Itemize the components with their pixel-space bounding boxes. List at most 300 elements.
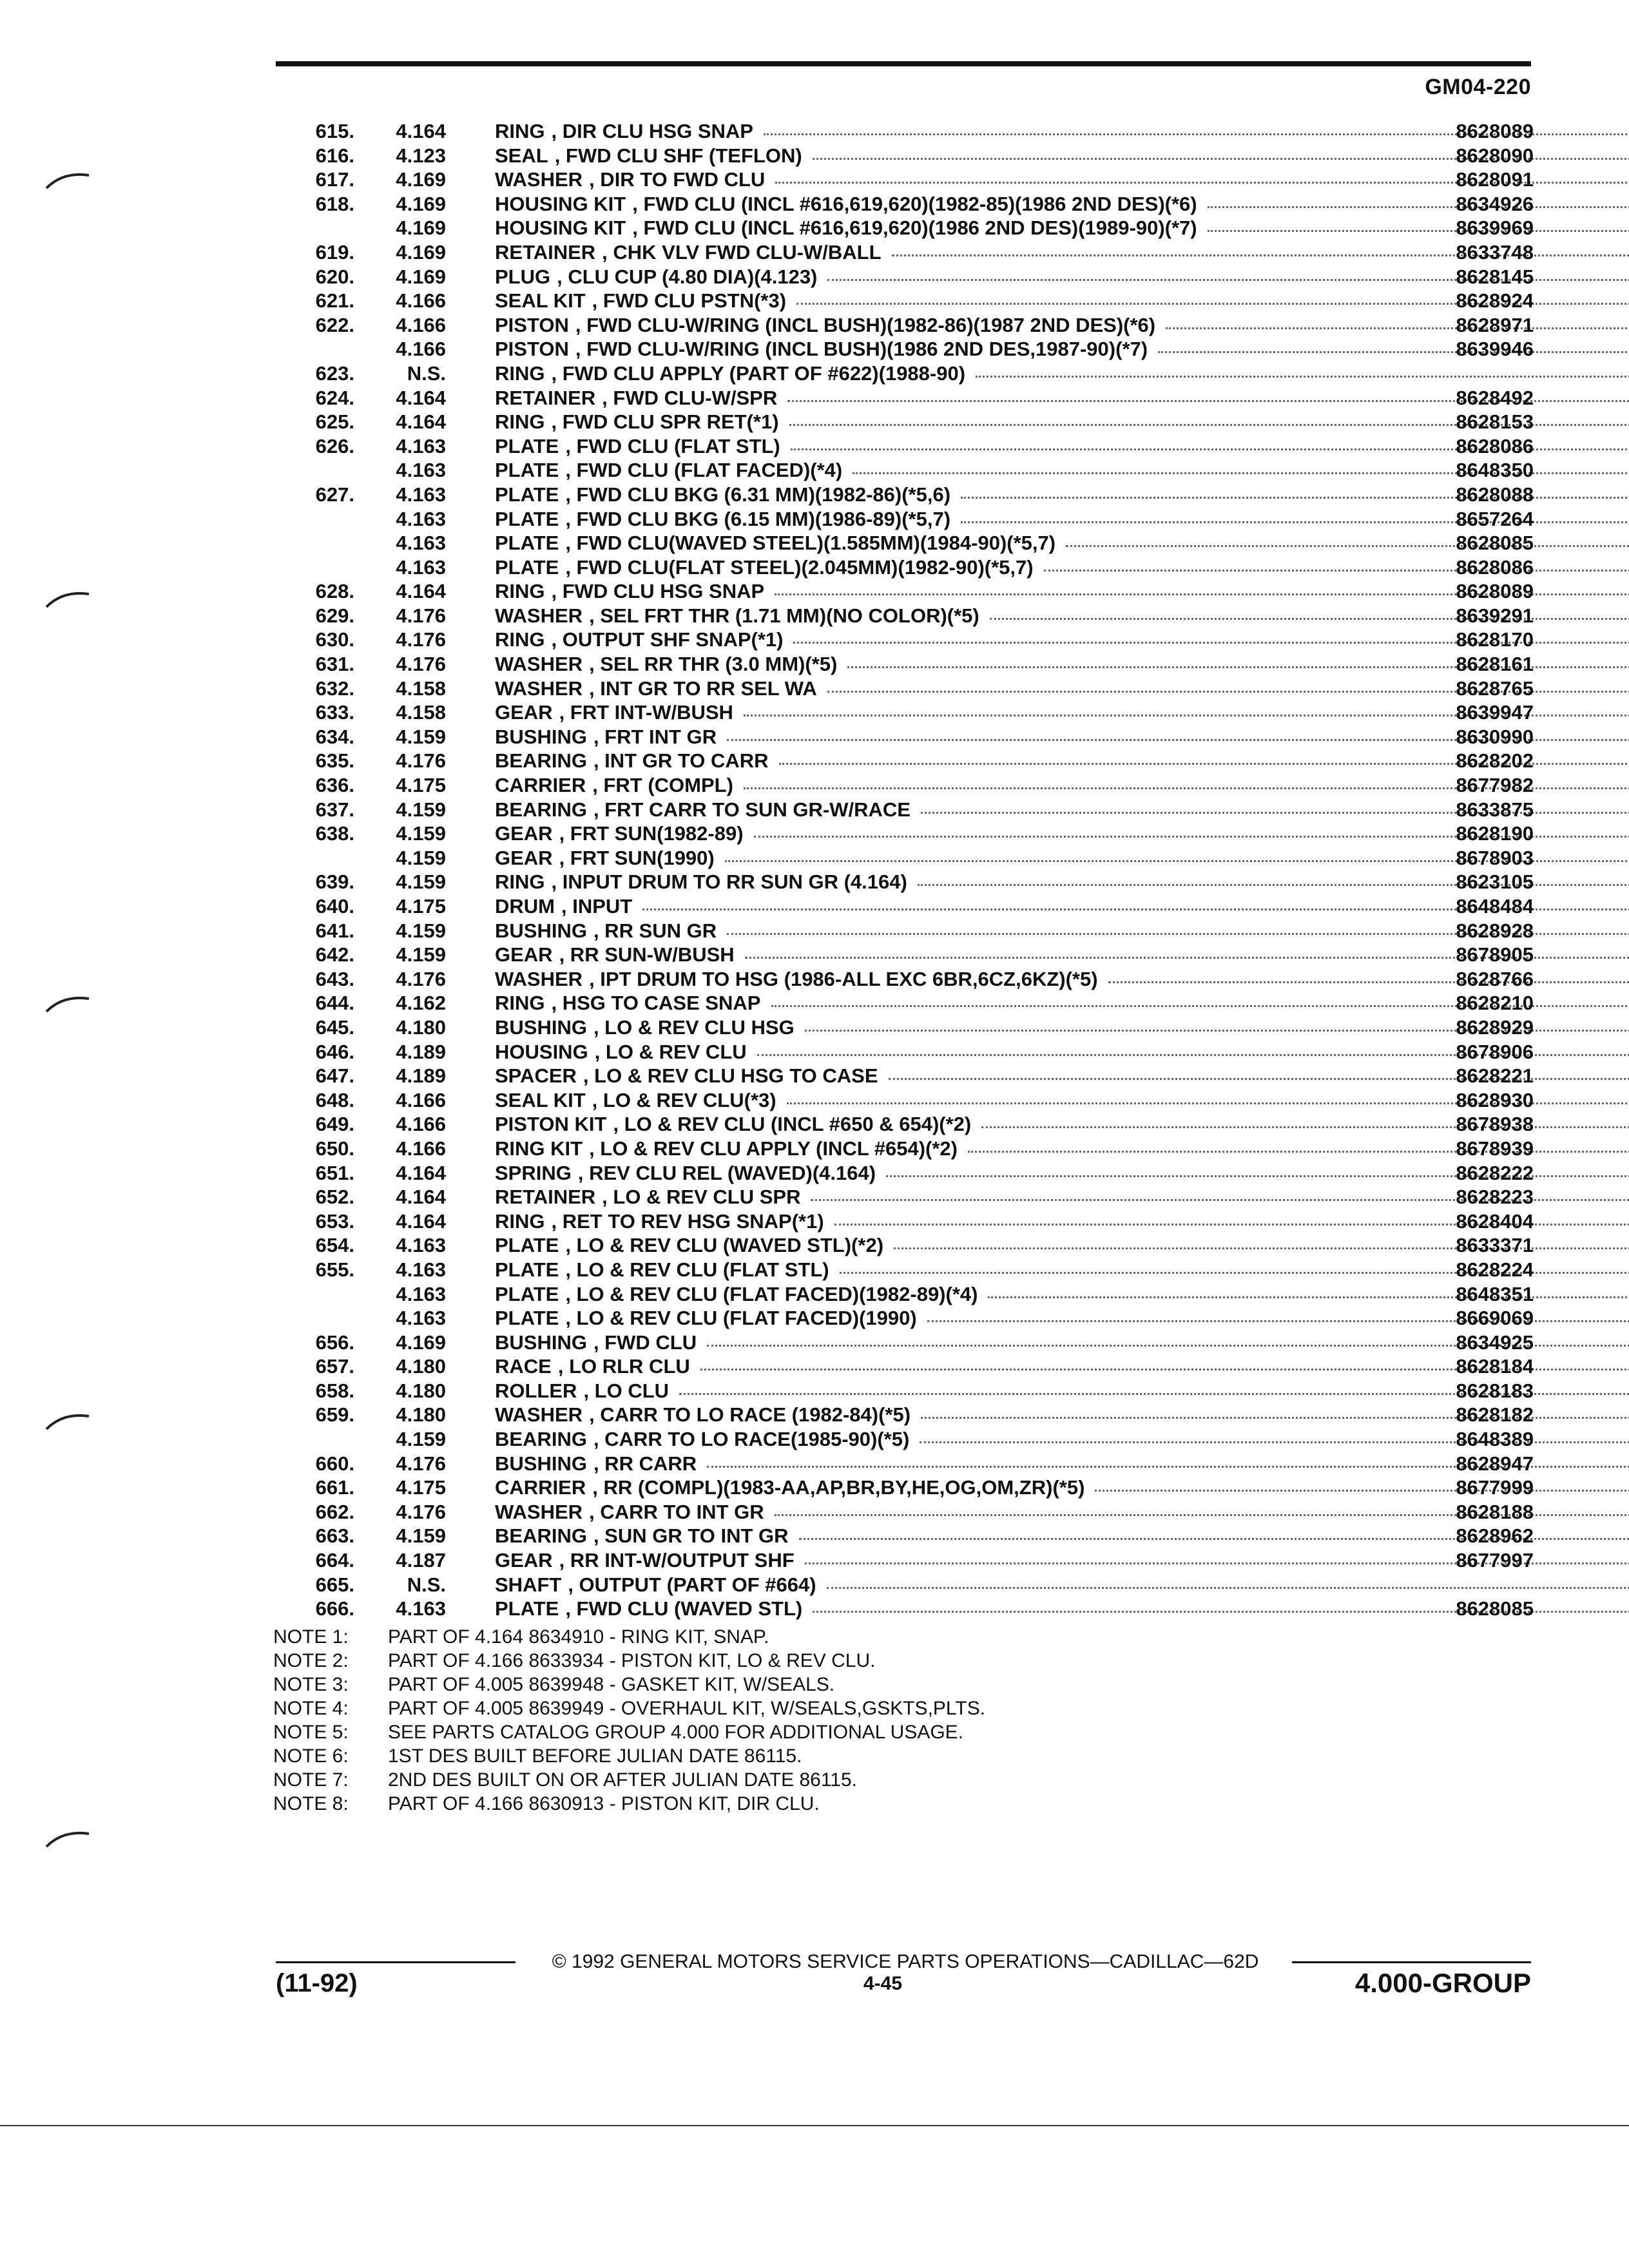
part-detail: , FWD CLU SHF (TEFLON) [554,144,802,167]
note-row [273,1649,1433,1673]
part-number: 8677997 [1456,1549,1534,1572]
part-name: RING [495,580,545,603]
part-row [258,1185,1534,1209]
group-number: 4.163 [396,434,446,457]
ref-number: 632. [315,677,354,700]
dot-leader [976,361,1629,378]
part-name: RETAINER [495,386,596,409]
ref-number: 653. [315,1209,354,1233]
group-number: 4.159 [396,943,446,966]
group-number: 4.175 [396,895,446,918]
parts-list [258,119,1534,1621]
part-row [258,1088,1534,1113]
dot-leader [1066,531,1629,547]
part-name: PLATE [495,1597,559,1620]
part-name: WASHER [495,1500,583,1523]
part-number: 8628188 [1456,1500,1534,1523]
group-number: 4.163 [396,555,446,579]
ref-number: 655. [315,1258,354,1281]
note-label: NOTE 2: [273,1650,349,1671]
ref-number: 657. [315,1355,354,1378]
ref-number: 624. [315,386,354,409]
ref-number: 660. [315,1452,354,1475]
part-detail: , FWD CLU-W/RING (INCL BUSH)(1986 2ND DES,1987-90)(*7) [575,338,1148,361]
part-name: BEARING [495,798,587,821]
ref-number: 662. [315,1500,354,1523]
ref-number: 651. [315,1161,354,1184]
part-row [258,1379,1534,1403]
part-number: 8648350 [1456,459,1534,482]
group-number: 4.189 [396,1064,446,1088]
part-detail: , SUN GR TO INT GR [593,1524,789,1548]
part-name: CARRIER [495,774,586,797]
group-number: 4.163 [396,1258,446,1281]
part-detail: , INT GR TO RR SEL WA [589,677,817,700]
note-text: 1ST DES BUILT BEFORE JULIAN DATE 86115. [388,1745,802,1767]
part-name: SEAL KIT [495,289,586,312]
group-number: 4.163 [396,1307,446,1330]
ref-number: 648. [315,1088,354,1111]
note-label: NOTE 5: [273,1722,349,1743]
group-number: 4.166 [396,338,446,361]
group-number: 4.164 [396,1209,446,1233]
part-number: 8628929 [1456,1015,1534,1039]
part-name: RING [495,870,545,894]
part-row [258,1427,1534,1452]
part-detail: , FRT SUN(1990) [559,846,715,869]
part-name: PLATE [495,532,559,555]
part-number: 8628086 [1456,434,1534,457]
part-number: 8628971 [1456,313,1534,336]
part-row [258,531,1534,555]
part-row [258,410,1534,434]
part-name: RETAINER [495,1186,596,1209]
part-row [258,894,1534,919]
group-number: 4.164 [396,1161,446,1184]
part-detail: , LO & REV CLU (FLAT STL) [565,1258,829,1281]
group-number: 4.163 [396,1234,446,1257]
part-number: 8657264 [1456,507,1534,530]
group-number: 4.163 [396,1282,446,1305]
group-number: N.S. [407,361,446,385]
part-row [258,1548,1534,1573]
part-name: PLATE [495,459,559,482]
part-name: PLATE [495,434,559,457]
part-detail: , LO & REV CLU HSG [593,1015,795,1039]
group-number: 4.158 [396,701,446,724]
note-text: PART OF 4.164 8634910 - RING KIT, SNAP. [388,1626,769,1648]
part-number: 8628224 [1456,1258,1534,1281]
part-detail: , CARR TO LO RACE (1982-84)(*5) [589,1403,911,1427]
note-row [273,1625,1433,1649]
part-name: SHAFT [495,1573,562,1596]
part-number: 8623105 [1456,870,1534,894]
part-name: HOUSING KIT [495,216,626,240]
part-detail: , CARR TO INT GR [589,1500,764,1523]
part-row [258,386,1534,410]
group-number: 4.164 [396,410,446,434]
ref-number: 637. [315,798,354,821]
ref-number: 642. [315,943,354,966]
part-detail: , FWD CLU(FLAT STEEL)(2.045MM)(1982-90)(*5,7) [565,555,1034,579]
part-number: 8628947 [1456,1452,1534,1475]
ref-number: 628. [315,580,354,603]
part-name: RING KIT [495,1137,583,1160]
group-number: 4.164 [396,1186,446,1209]
part-detail: , FWD CLU (INCL #616,619,620)(1982-85)(1986 2ND DES)(*6) [632,192,1197,215]
part-description [495,361,1629,386]
part-row [258,919,1534,943]
dot-leader [1158,337,1629,353]
part-number: 8628170 [1456,628,1534,651]
part-detail: , DIR TO FWD CLU [589,168,766,191]
group-number: 4.158 [396,677,446,700]
part-name: GEAR [495,822,553,845]
note-row [273,1696,1433,1720]
group-number: 4.159 [396,919,446,942]
part-detail: , FRT (COMPL) [592,774,733,797]
group-number: 4.159 [396,846,446,869]
note-text: PART OF 4.005 8639948 - GASKET KIT, W/SEALS. [388,1674,835,1695]
part-name: PISTON KIT [495,1113,607,1136]
part-number: 8678906 [1456,1040,1534,1063]
note-text: PART OF 4.005 8639949 - OVERHAUL KIT, W/SEALS,GSKTS,PLTS. [388,1698,986,1719]
part-detail: , FWD CLU PSTN(*3) [592,289,787,312]
part-detail: , FWD CLU (FLAT STL) [565,434,780,457]
ref-number: 666. [315,1597,354,1620]
part-detail: , DIR CLU HSG SNAP [551,120,753,142]
part-number: 8628492 [1456,386,1534,409]
part-detail: , FRT INT GR [593,725,717,748]
part-row [258,700,1534,725]
part-row [258,483,1534,507]
ref-number: 661. [315,1476,354,1499]
group-number: 4.175 [396,774,446,797]
ref-number: 617. [315,168,354,191]
part-detail: , LO & REV CLU HSG TO CASE [583,1064,878,1088]
footer-rule-left [276,1961,516,1963]
binder-mark-2 [44,588,92,610]
dot-leader [1108,967,1629,983]
part-name: SPRING [495,1161,572,1184]
part-name: RETAINER [495,240,596,264]
part-row [258,677,1534,701]
part-row [258,1452,1534,1476]
group-number: 4.175 [396,1476,446,1499]
ref-number: 620. [315,265,354,288]
part-detail: , RR (COMPL)(1983-AA,AP,BR,BY,HE,OG,OM,ZR)(*5) [592,1476,1085,1499]
copyright-line: © 1992 GENERAL MOTORS SERVICE PARTS OPERATIONS—CADILLAC—62D [552,1951,1259,1972]
part-detail: , LO & REV CLU(*3) [592,1088,776,1111]
revision-date: (11-92) [276,1969,358,1997]
part-name: PLATE [495,1307,559,1330]
part-row [258,1282,1534,1307]
part-detail: , SEL RR THR (3.0 MM)(*5) [589,653,838,676]
part-number: 8628924 [1456,289,1534,312]
ref-number: 622. [315,313,354,336]
part-row [258,1137,1534,1161]
dot-leader [827,1573,1629,1589]
part-number: 8677999 [1456,1476,1534,1499]
ref-number: 641. [315,919,354,942]
part-number: 8633371 [1456,1234,1534,1257]
ref-number: 625. [315,410,354,434]
part-detail: , LO RLR CLU [557,1355,690,1378]
part-row [258,652,1534,677]
footer-rule-right [1292,1961,1531,1963]
part-row [258,1306,1534,1331]
part-row [258,192,1534,216]
part-number: 8628765 [1456,677,1534,700]
part-row [258,507,1534,532]
part-number: 8677982 [1456,774,1534,797]
note-text: SEE PARTS CATALOG GROUP 4.000 FOR ADDITIONAL USAGE. [388,1722,964,1743]
part-detail: , FWD CLU [593,1331,697,1354]
part-row [258,434,1534,459]
part-number: 8628223 [1456,1186,1534,1209]
part-detail: , FWD CLU (INCL #616,619,620)(1986 2ND DES)(1989-90)(*7) [632,216,1197,240]
part-name: GEAR [495,701,553,724]
group-number: 4.159 [396,870,446,894]
part-name: WASHER [495,653,583,676]
group-number: 4.169 [396,168,446,191]
part-number: 8628183 [1456,1379,1534,1402]
part-detail: , FWD CLU (FLAT FACED)(*4) [565,459,843,482]
part-row [258,265,1534,289]
ref-number: 665. [315,1573,354,1596]
group-number: 4.159 [396,822,446,845]
part-name: HOUSING KIT [495,192,626,215]
page-number: 4-45 [863,1973,903,1994]
part-name: PLATE [495,1258,559,1281]
part-detail: , CARR TO LO RACE(1985-90)(*5) [593,1428,910,1451]
group-number: 4.180 [396,1379,446,1402]
part-number: 8628089 [1456,120,1534,142]
part-name: PISTON [495,313,569,336]
group-number: 4.163 [396,507,446,530]
ref-number: 649. [315,1113,354,1136]
part-detail: , LO & REV CLU (FLAT FACED)(1982-89)(*4) [565,1282,978,1305]
part-name: RING [495,120,545,142]
part-number: 8628153 [1456,410,1534,434]
ref-number: 650. [315,1137,354,1160]
group-number: 4.166 [396,289,446,312]
group-number: 4.176 [396,967,446,990]
part-number: 8648389 [1456,1428,1534,1451]
part-name: PLATE [495,1234,559,1257]
part-number: 8628182 [1456,1403,1534,1427]
part-name: BUSHING [495,725,587,748]
group-number: 4.176 [396,1452,446,1475]
ref-number: 633. [315,701,354,724]
part-number: 8628210 [1456,992,1534,1015]
ref-number: 645. [315,1015,354,1039]
part-number: 8628089 [1456,580,1534,603]
part-number: 8634925 [1456,1331,1534,1354]
ref-number: 656. [315,1331,354,1354]
group-number: 4.169 [396,192,446,215]
part-row [258,604,1534,628]
part-row [258,289,1534,313]
part-description [495,1573,1629,1597]
group-number: 4.176 [396,749,446,773]
part-row [258,1015,1534,1040]
part-detail: , IPT DRUM TO HSG (1986-ALL EXC 6BR,6CZ,6KZ)(*5) [589,967,1098,990]
part-name: GEAR [495,846,553,869]
group-number: 4.159 [396,1524,446,1548]
group-number: 4.166 [396,1137,446,1160]
part-detail: , CLU CUP (4.80 DIA)(4.123) [557,265,818,288]
part-detail: , RR SUN-W/BUSH [559,943,735,966]
part-row [258,773,1534,798]
part-name: RING [495,992,545,1015]
ref-number: 663. [315,1524,354,1548]
group-number: 4.176 [396,1500,446,1523]
ref-number: 629. [315,604,354,627]
part-detail: , CHK VLV FWD CLU-W/BALL [602,240,882,264]
part-detail: , FWD CLU (WAVED STL) [565,1597,803,1620]
part-row [258,1573,1534,1597]
top-rule [276,61,1531,66]
part-row [258,1040,1534,1064]
part-number: 8633875 [1456,798,1534,821]
ref-number: 631. [315,653,354,676]
part-row [258,579,1534,604]
part-number: 8630990 [1456,725,1534,748]
ref-number: 634. [315,725,354,748]
part-row [258,1524,1534,1548]
part-name: BUSHING [495,919,587,942]
part-detail: , FRT CARR TO SUN GR-W/RACE [593,798,911,821]
group-number: 4.180 [396,1403,446,1427]
group-number: 4.166 [396,1113,446,1136]
ref-number: 619. [315,240,354,264]
part-row [258,749,1534,773]
part-row [258,555,1534,580]
group-number: 4.163 [396,483,446,506]
part-detail: , INPUT [561,895,633,918]
part-detail: , SEL FRT THR (1.71 MM)(NO COLOR)(*5) [589,604,979,627]
part-name: HOUSING [495,1040,588,1063]
part-name: RING [495,361,545,385]
part-detail: , LO & REV CLU (FLAT FACED)(1990) [565,1307,917,1330]
part-name: SPACER [495,1064,577,1088]
group-number: 4.180 [396,1355,446,1378]
binder-mark-4 [44,1410,92,1432]
part-row [258,1597,1534,1621]
ref-number: 618. [315,192,354,215]
part-row [258,1161,1534,1186]
part-detail: , INT GR TO CARR [593,749,769,773]
part-name: PLATE [495,507,559,530]
part-name: GEAR [495,943,553,966]
ref-number: 658. [315,1379,354,1402]
part-detail: , HSG TO CASE SNAP [551,992,761,1015]
part-row [258,119,1534,144]
group-number: 4.164 [396,580,446,603]
part-number: 8648351 [1456,1282,1534,1305]
ref-number: 654. [315,1234,354,1257]
ref-number: 644. [315,992,354,1015]
part-number: 8628222 [1456,1161,1534,1184]
part-number: 8678905 [1456,943,1534,966]
ref-number: 615. [315,120,354,142]
part-detail: , OUTPUT SHF SNAP(*1) [551,628,784,651]
group-number: 4.169 [396,240,446,264]
part-name: PLATE [495,1282,559,1305]
note-row [273,1792,1433,1816]
ref-number: 652. [315,1186,354,1209]
part-number: 8639969 [1456,216,1534,240]
ref-number: 659. [315,1403,354,1427]
group-number: 4.163 [396,459,446,482]
ref-number: 623. [315,361,354,385]
note-label: NOTE 6: [273,1745,349,1767]
part-detail: , LO CLU [583,1379,670,1402]
part-number: 8628091 [1456,168,1534,191]
ref-number: 646. [315,1040,354,1063]
part-detail: , REV CLU REL (WAVED)(4.164) [577,1161,876,1184]
part-number: 8639946 [1456,338,1534,361]
ref-number: 647. [315,1064,354,1088]
note-row [273,1720,1433,1744]
part-number: 8628088 [1456,483,1534,506]
part-detail: , LO & REV CLU [594,1040,747,1063]
part-number: 8628184 [1456,1355,1534,1378]
group-number: 4.169 [396,1331,446,1354]
part-row [258,168,1534,192]
part-detail: , INPUT DRUM TO RR SUN GR (4.164) [551,870,907,894]
group-number: 4.163 [396,532,446,555]
part-number: 8628766 [1456,967,1534,990]
note-label: NOTE 7: [273,1769,349,1791]
part-number: 8628930 [1456,1088,1534,1111]
note-label: NOTE 3: [273,1674,349,1695]
part-detail: , FRT INT-W/BUSH [559,701,733,724]
part-number: 8628404 [1456,1209,1534,1233]
scan-bottom-line [0,2125,1629,2126]
binder-mark-5 [44,1827,92,1849]
dot-leader [1095,1475,1629,1492]
ref-number: 638. [315,822,354,845]
group-number: 4.176 [396,653,446,676]
part-row [258,1500,1534,1524]
part-row [258,822,1534,846]
part-detail: , LO & REV CLU APPLY (INCL #654)(*2) [589,1137,958,1160]
ref-number: 621. [315,289,354,312]
group-number: 4.164 [396,386,446,409]
group-number: 4.164 [396,120,446,142]
part-name: CARRIER [495,1476,586,1499]
group-number: 4.187 [396,1549,446,1572]
group-number: 4.180 [396,1015,446,1039]
part-number: 8639947 [1456,701,1534,724]
part-name: ROLLER [495,1379,577,1402]
part-number: 8628161 [1456,653,1534,676]
ref-number: 640. [315,895,354,918]
part-number: 8628928 [1456,919,1534,942]
part-detail: , FWD CLU-W/RING (INCL BUSH)(1982-86)(1987 2ND DES)(*6) [575,313,1156,336]
part-row [258,313,1534,338]
part-name: RING [495,628,545,651]
group-number: 4.189 [396,1040,446,1063]
part-row [258,967,1534,992]
part-name: DRUM [495,895,555,918]
part-detail: , FWD CLU BKG (6.15 MM)(1986-89)(*5,7) [565,507,951,530]
part-name: RACE [495,1355,552,1378]
part-name: WASHER [495,967,583,990]
ref-number: 627. [315,483,354,506]
